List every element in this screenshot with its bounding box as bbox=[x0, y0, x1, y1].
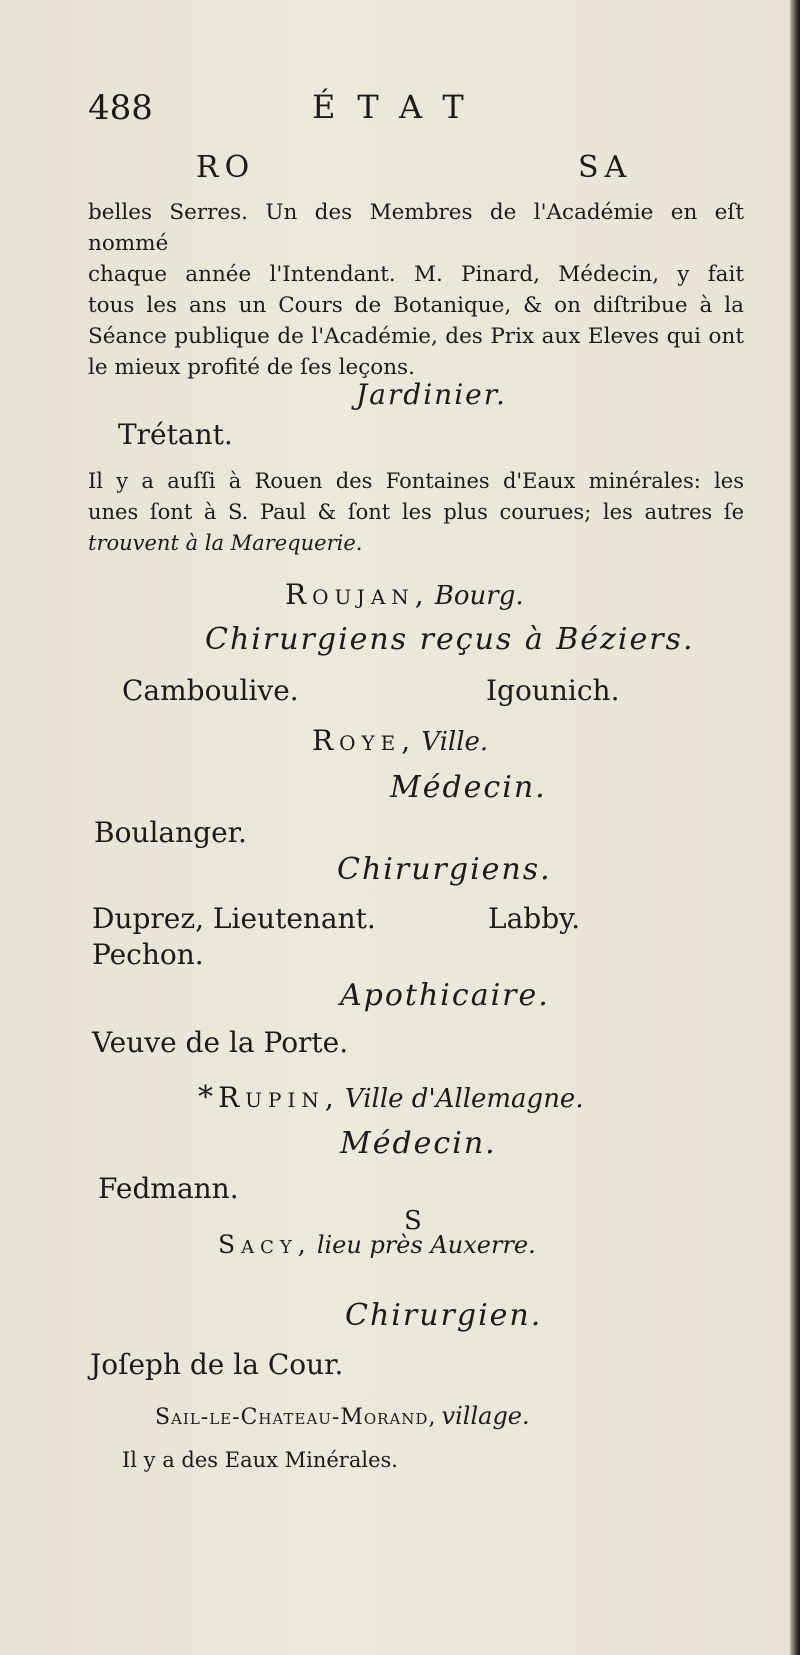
text-line: Séance publique de l'Académie, des Prix aux Eleves qui ont bbox=[88, 324, 744, 349]
name-entry: Veuve de la Porte. bbox=[92, 1026, 349, 1059]
asterisk-marker: * bbox=[198, 1080, 213, 1115]
town-name: Roye, bbox=[312, 724, 417, 757]
town-heading-roye bbox=[312, 724, 488, 757]
town-heading-roujan bbox=[285, 578, 524, 611]
name-entry: Boulanger. bbox=[94, 816, 247, 849]
town-name: Roujan, bbox=[285, 578, 430, 611]
name-entry: Camboulive. bbox=[122, 674, 299, 707]
page-edge-shadow bbox=[790, 0, 800, 1655]
town-heading-sacy bbox=[218, 1230, 536, 1259]
name-entry: Fedmann. bbox=[98, 1172, 239, 1205]
running-title: ÉTAT bbox=[312, 88, 486, 126]
text-line: trouvent à la Marequerie. bbox=[88, 531, 363, 555]
text-line: Il y a auſſi à Rouen des Fontaines d'Eaux minérales: les bbox=[88, 469, 744, 493]
town-heading-rupin bbox=[198, 1080, 584, 1115]
name-entry: Joſeph de la Cour. bbox=[90, 1348, 344, 1381]
name-entry: Igounich. bbox=[486, 674, 620, 707]
name-entry: Pechon. bbox=[92, 938, 204, 971]
role-heading-chirurgien: Chirurgien. bbox=[345, 1298, 543, 1333]
role-heading-medecin: Médecin. bbox=[390, 770, 547, 805]
section-letter: S bbox=[404, 1206, 422, 1236]
name-entry: Trétant. bbox=[118, 418, 233, 451]
town-type: Bourg. bbox=[434, 581, 524, 611]
role-heading-medecin: Médecin. bbox=[340, 1126, 497, 1161]
town-type: Ville d'Allemagne. bbox=[344, 1084, 584, 1114]
town-heading-sail bbox=[155, 1402, 530, 1430]
name-entry: Labby. bbox=[488, 902, 581, 935]
page-number: 488 bbox=[88, 88, 153, 128]
role-heading-apothicaire: Apothicaire. bbox=[340, 978, 550, 1013]
text-line: unes ſont à S. Paul & ſont les plus courues; les autres ſe bbox=[88, 500, 744, 524]
text-line: chaque année l'Intendant. M. Pinard, Médecin, y fait bbox=[88, 262, 744, 287]
town-type: village. bbox=[441, 1402, 530, 1430]
text-line: le mieux profité de ſes leçons. bbox=[88, 355, 415, 380]
role-heading-chirurgiens: Chirurgiens. bbox=[337, 852, 552, 887]
guide-word-left: RO bbox=[196, 150, 256, 185]
note-text: Il y a des Eaux Minérales. bbox=[122, 1448, 398, 1472]
paragraph-fontaines bbox=[88, 466, 744, 559]
town-type: Ville. bbox=[421, 727, 489, 757]
guide-word-right: SA bbox=[578, 150, 633, 185]
paragraph-botany bbox=[88, 197, 744, 383]
name-entry: Duprez, Lieutenant. bbox=[92, 902, 376, 935]
role-heading-chirurgiens: Chirurgiens reçus à Béziers. bbox=[205, 622, 695, 657]
town-name: Sail-le-Chateau-Morand, bbox=[155, 1405, 437, 1430]
town-type: lieu près Auxerre. bbox=[316, 1231, 536, 1259]
town-name: Rupin, bbox=[218, 1081, 340, 1114]
role-heading-jardinier: Jardinier. bbox=[356, 378, 507, 411]
text-line: tous les ans un Cours de Botanique, & on diſtribue à la bbox=[88, 293, 744, 318]
text-line: belles Serres. Un des Membres de l'Académie en eſt nommé bbox=[88, 200, 744, 256]
town-name: Sacy, bbox=[218, 1230, 312, 1259]
